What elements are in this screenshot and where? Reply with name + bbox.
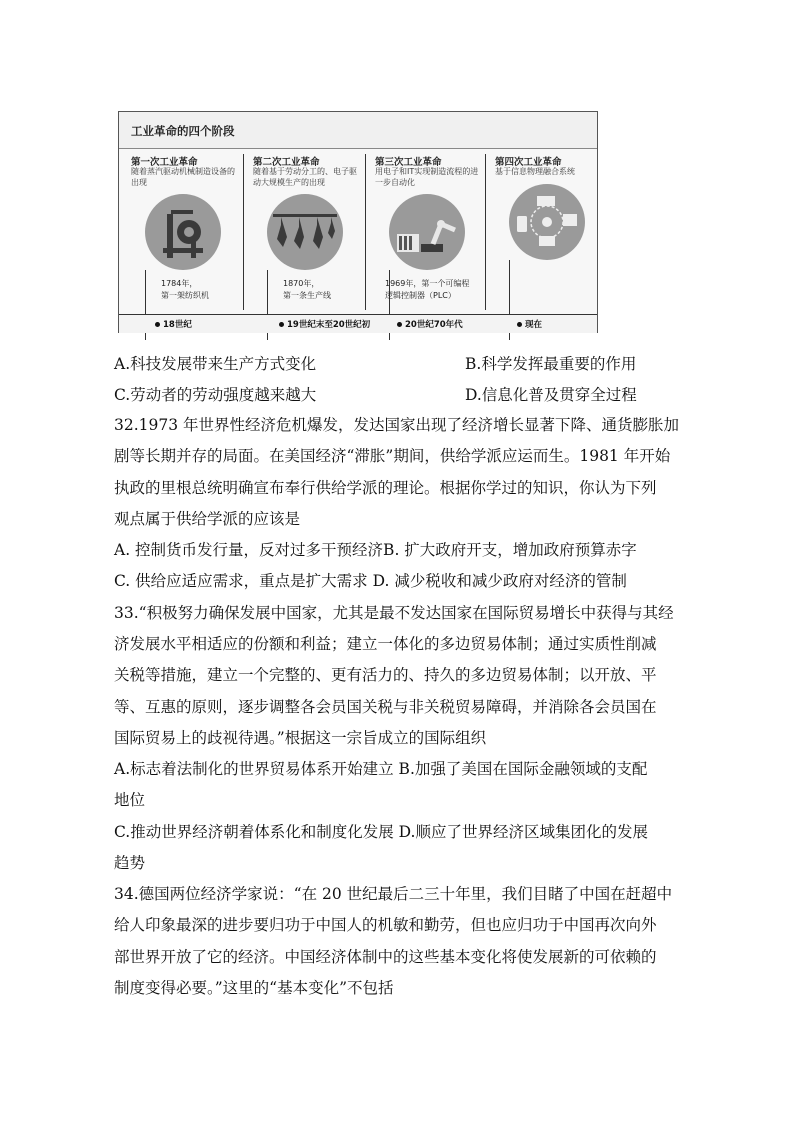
- q32-options-line: C. 供给应适应需求，重点是扩大需求 D. 减少税收和减少政府对经济的管制: [114, 572, 627, 590]
- figure-title: 工业革命的四个阶段: [131, 124, 235, 138]
- stage-note-text: 第一条生产线: [283, 291, 331, 300]
- stage-note-text: 逻辑控制器（PLC）: [385, 291, 456, 300]
- stage-title: 第一次工业革命: [131, 157, 198, 168]
- stage-note-year: 1784年，: [161, 279, 198, 288]
- stage-title: 第四次工业革命: [495, 157, 562, 168]
- steam-loom-icon: [145, 194, 221, 270]
- figure-header: [119, 112, 597, 149]
- q33-options-line: 趋势: [114, 854, 146, 872]
- stage-1: [123, 150, 241, 310]
- stage-note: [283, 278, 373, 302]
- q33-text-line: 33.“积极努力确保发展中国家，尤其是最不发达国家在国际贸易增长中获得与其经: [114, 604, 674, 622]
- q34-text-line: 给人印象最深的进步要归功于中国人的机敏和勤劳，但也应归功于中国再次向外: [114, 916, 657, 934]
- q33-options-line: A.标志着法制化的世界贸易体系开始建立 B.加强了美国在国际金融领域的支配: [114, 760, 648, 778]
- q33-text-line: 等、互惠的原则，逐步调整各会员国关税与非关税贸易障碍，并消除各会员国在: [114, 698, 657, 716]
- stage-divider: [365, 154, 366, 310]
- q32-text-line: 剧等长期并存的局面。在美国经济“滞胀”期间，供给学派应运而生。1981 年开始: [114, 447, 671, 465]
- production-line-icon: [267, 194, 343, 270]
- q33-text-line: 国际贸易上的歧视待遇。”根据这一宗旨成立的国际组织: [114, 729, 487, 747]
- stage-2: [245, 150, 363, 310]
- q31-option-a: A.科技发展带来生产方式变化: [114, 355, 317, 373]
- stage-description: 随着基于劳动分工的、电子驱动大规模生产的出现: [253, 167, 357, 187]
- q33-options-line: 地位: [114, 791, 146, 809]
- robot-arm-icon: [389, 194, 465, 270]
- stage-description: 基于信息物理融合系统: [495, 167, 575, 176]
- stage-note-year: 1870年，: [283, 279, 320, 288]
- stage-note-year: 1969年，第一个可编程: [385, 279, 470, 288]
- q33-options-line: C.推动世界经济朝着体系化和制度化发展 D.顺应了世界经济区域集团化的发展: [114, 823, 648, 841]
- stage-title: 第三次工业革命: [375, 157, 442, 168]
- q31-option-c: C.劳动者的劳动强度越来越大: [114, 386, 317, 404]
- q32-text-line: 32.1973 年世界性经济危机爆发，发达国家出现了经济增长显著下降、通货膨胀加: [114, 416, 680, 434]
- timeline-item: 19世纪末至20世纪初: [279, 318, 370, 330]
- stage-note: [385, 278, 489, 302]
- q34-text-line: 34.德国两位经济学家说：“在 20 世纪最后二三十年里，我们目睹了中国在赶超中: [114, 885, 673, 903]
- timeline-item: 20世纪70年代: [397, 318, 463, 330]
- q32-text-line: 执政的里根总统明确宣布奉行供给学派的理论。根据你学过的知识，你认为下列: [114, 479, 657, 497]
- timeline-item: 现在: [517, 318, 542, 330]
- q34-text-line: 制度变得必要。”这里的“基本变化”不包括: [114, 979, 394, 997]
- q31-option-b: B.科学发挥最重要的作用: [465, 355, 637, 373]
- q33-text-line: 济发展水平相适应的份额和利益；建立一体化的多边贸易体制；通过实质性削减: [114, 635, 657, 653]
- stage-description: 用电子和IT实现制造流程的进一步自动化: [375, 167, 479, 187]
- q34-text-line: 部世界开放了它的经济。中国经济体制中的这些基本变化将使发展新的可依赖的: [114, 948, 657, 966]
- stage-4: [487, 150, 605, 310]
- stage-3: [367, 150, 485, 310]
- stage-title: 第二次工业革命: [253, 157, 320, 168]
- stage-note-text: 第一架纺织机: [161, 291, 209, 300]
- q31-option-d: D.信息化普及贯穿全过程: [465, 386, 637, 404]
- industrial-revolution-figure: [118, 111, 598, 333]
- stage-note: [161, 278, 251, 302]
- stage-divider: [243, 154, 244, 310]
- stage-description: 随着蒸汽驱动机械制造设备的出现: [131, 167, 235, 187]
- q32-options-line: A. 控制货币发行量，反对过多干预经济B. 扩大政府开支，增加政府预算赤字: [114, 541, 637, 559]
- stage-divider: [485, 154, 486, 310]
- q33-text-line: 关税等措施，建立一个完整的、更有活力的、持久的多边贸易体制；以开放、平: [114, 666, 657, 684]
- q32-text-line: 观点属于供给学派的应该是: [114, 510, 301, 528]
- timeline-item: 18世纪: [155, 318, 192, 330]
- timeline: [119, 314, 597, 333]
- connected-devices-icon: [509, 184, 585, 260]
